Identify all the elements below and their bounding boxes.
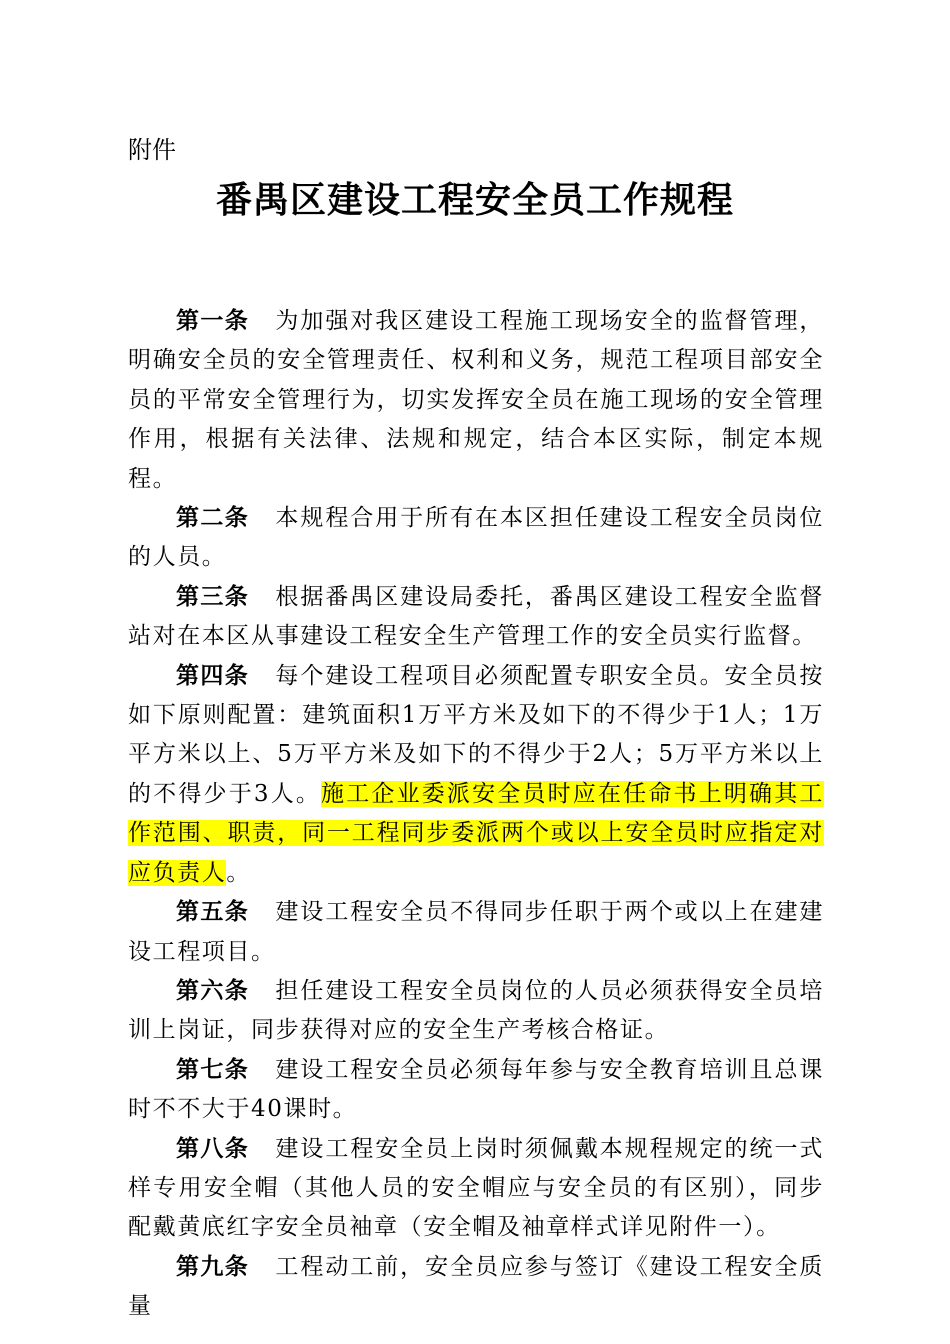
article-number: 第七条 <box>176 1056 250 1083</box>
article-text: 建设工程安全员必须每年参与安全教育培训且总课时不不大于40课时。 <box>128 1056 825 1123</box>
article-7 <box>128 1051 824 1130</box>
article-9 <box>128 1248 824 1327</box>
article-1 <box>128 302 824 499</box>
article-8 <box>128 1130 824 1248</box>
article-text: 每个建设工程项目必须配置专职安全员。安全员按如下原则配置：建筑面积1万平方米及如下的不得少于1人；1万平方米以上、5万平方米及如下的不得少于2人；5万平方米以上的不得少于3人。 <box>128 662 825 807</box>
article-text: 担任建设工程安全员岗位的人员必须获得安全员培训上岗证，同步获得对应的安全生产考核合格证。 <box>128 977 825 1044</box>
article-text: 建设工程安全员不得同步任职于两个或以上在建建设工程项目。 <box>128 899 825 965</box>
article-3 <box>128 578 824 657</box>
document-body <box>128 302 824 1327</box>
document-title: 番禺区建设工程安全员工作规程 <box>215 180 734 221</box>
highlighted-text: 施工企业委派安全员时应在任命书上明确其工作范围、职责，同一工程同步委派两个或以上安全员时应指定对应负责人 <box>128 780 824 886</box>
article-number: 第一条 <box>176 308 250 334</box>
article-text: 建设工程安全员上岗时须佩戴本规程规定的统一式样专用安全帽（其他人员的安全帽应与安全员的有区别），同步配戴黄底红字安全员袖章（安全帽及袖章样式详见附件一）。 <box>128 1135 825 1241</box>
article-2 <box>128 499 824 578</box>
article-number: 第五条 <box>176 899 250 926</box>
article-number: 第三条 <box>176 583 250 610</box>
article-4 <box>128 657 824 893</box>
article-number: 第九条 <box>176 1253 250 1280</box>
attachment-label: 附件 <box>128 136 176 164</box>
article-5 <box>128 893 824 972</box>
article-text: 根据番禺区建设局委托，番禺区建设工程安全监督站对在本区从事建设工程安全生产管理工作的安全员实行监督。 <box>128 583 825 650</box>
article-number: 第八条 <box>176 1135 250 1162</box>
article-number: 第二条 <box>176 505 250 532</box>
article-text: 为加强对我区建设工程施工现场安全的监督管理，明确安全员的安全管理责任、权利和义务，规范工程项目部安全员的平常安全管理行为，切实发挥安全员在施工现场的安全管理作用，根据有关法律、法规和规定，结合本区实际，制定本规程。 <box>128 308 825 492</box>
article-text: 工程动工前，安全员应参与签订《建设工程安全质量 <box>128 1253 825 1320</box>
article-number: 第六条 <box>176 977 250 1004</box>
article-text: 本规程合用于所有在本区担任建设工程安全员岗位的人员。 <box>128 505 825 571</box>
article-6 <box>128 972 824 1051</box>
article-number: 第四条 <box>176 662 250 689</box>
article-tail: 。 <box>226 859 252 886</box>
